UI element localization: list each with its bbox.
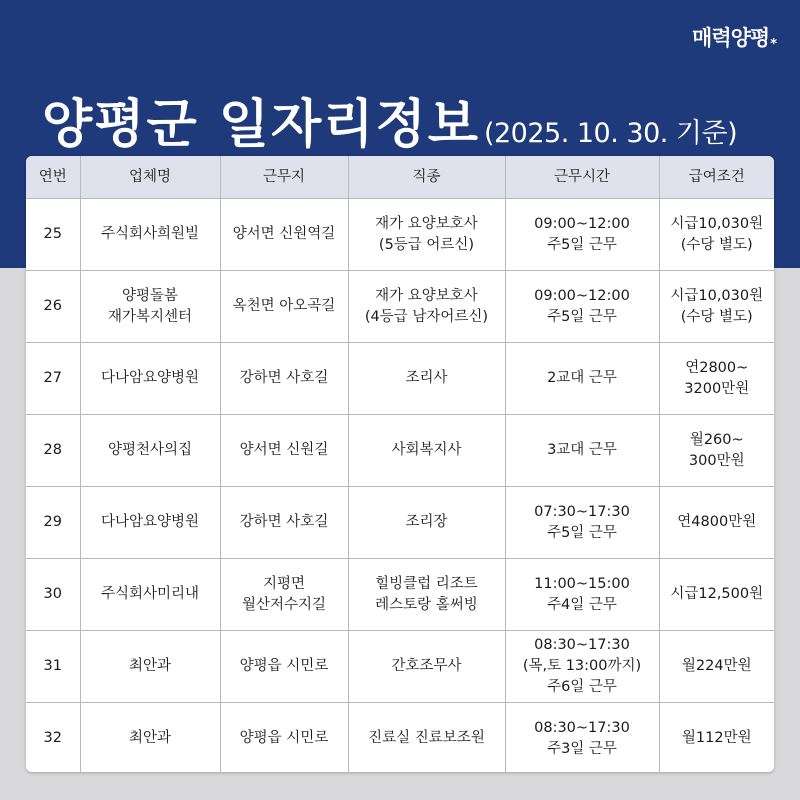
table-cell: 옥천면 아오곡길: [220, 271, 348, 343]
page-title-date: (2025. 10. 30. 기준): [483, 118, 738, 149]
table-cell: 조리장: [348, 487, 505, 559]
table-cell: 시급12,500원: [659, 559, 774, 631]
header-cell: 업체명: [80, 156, 220, 199]
table-cell: 다나암요양병원: [80, 343, 220, 415]
header-cell: 직종: [348, 156, 505, 199]
table-cell: 주식회사미리내: [80, 559, 220, 631]
table-cell: 연2800~ 3200만원: [659, 343, 774, 415]
brand-logo: [692, 22, 776, 52]
table-cell: 27: [26, 343, 80, 415]
table-cell: 26: [26, 271, 80, 343]
table-cell: 28: [26, 415, 80, 487]
table-cell: 11:00~15:00 주4일 근무: [505, 559, 659, 631]
table-row: [26, 559, 774, 631]
table-cell: 양서면 신원길: [220, 415, 348, 487]
table-cell: 월112만원: [659, 703, 774, 773]
job-table: [26, 156, 774, 772]
table-cell: 사회복지사: [348, 415, 505, 487]
table-cell: 최안과: [80, 631, 220, 703]
page-title-main: 양평군 일자리정보: [42, 95, 480, 155]
table-row: [26, 487, 774, 559]
table-cell: 32: [26, 703, 80, 773]
job-table-card: [26, 156, 774, 772]
table-cell: 3교대 근무: [505, 415, 659, 487]
header-cell: 근무시간: [505, 156, 659, 199]
table-cell: 최안과: [80, 703, 220, 773]
table-cell: 간호조무사: [348, 631, 505, 703]
table-cell: 29: [26, 487, 80, 559]
header-cell: 급여조건: [659, 156, 774, 199]
table-cell: 양평돌봄 재가복지센터: [80, 271, 220, 343]
table-cell: 주식회사희원빌: [80, 199, 220, 271]
table-row: [26, 415, 774, 487]
table-cell: 다나암요양병원: [80, 487, 220, 559]
table-cell: 연4800만원: [659, 487, 774, 559]
table-cell: 25: [26, 199, 80, 271]
brand-logo-text: 매력양평: [692, 26, 770, 50]
table-row: [26, 703, 774, 773]
table-cell: 09:00~12:00 주5일 근무: [505, 271, 659, 343]
table-cell: 월224만원: [659, 631, 774, 703]
page-title: [42, 82, 738, 155]
table-cell: 재가 요양보호사 (4등급 남자어르신): [348, 271, 505, 343]
table-cell: 양평천사의집: [80, 415, 220, 487]
table-row: [26, 631, 774, 703]
table-cell: 강하면 사호길: [220, 487, 348, 559]
table-cell: 08:30~17:30 주3일 근무: [505, 703, 659, 773]
table-cell: 31: [26, 631, 80, 703]
header-cell: 연번: [26, 156, 80, 199]
table-row: [26, 271, 774, 343]
table-cell: 08:30~17:30 (목,토 13:00까지) 주6일 근무: [505, 631, 659, 703]
table-cell: 조리사: [348, 343, 505, 415]
table-cell: 월260~ 300만원: [659, 415, 774, 487]
table-row: [26, 343, 774, 415]
table-cell: 30: [26, 559, 80, 631]
table-cell: 진료실 진료보조원: [348, 703, 505, 773]
table-cell: 힐빙클럽 리조트 레스토랑 홀써빙: [348, 559, 505, 631]
table-cell: 09:00~12:00 주5일 근무: [505, 199, 659, 271]
table-header-row: [26, 156, 774, 199]
table-cell: 시급10,030원 (수당 별도): [659, 199, 774, 271]
table-cell: 시급10,030원 (수당 별도): [659, 271, 774, 343]
table-cell: 지평면 월산저수지길: [220, 559, 348, 631]
table-cell: 강하면 사호길: [220, 343, 348, 415]
header-cell: 근무지: [220, 156, 348, 199]
table-cell: 양평읍 시민로: [220, 703, 348, 773]
table-row: [26, 199, 774, 271]
table-cell: 재가 요양보호사 (5등급 어르신): [348, 199, 505, 271]
table-cell: 양평읍 시민로: [220, 631, 348, 703]
table-cell: 양서면 신원역길: [220, 199, 348, 271]
table-cell: 2교대 근무: [505, 343, 659, 415]
brand-star-icon: *: [770, 37, 776, 52]
table-cell: 07:30~17:30 주5일 근무: [505, 487, 659, 559]
